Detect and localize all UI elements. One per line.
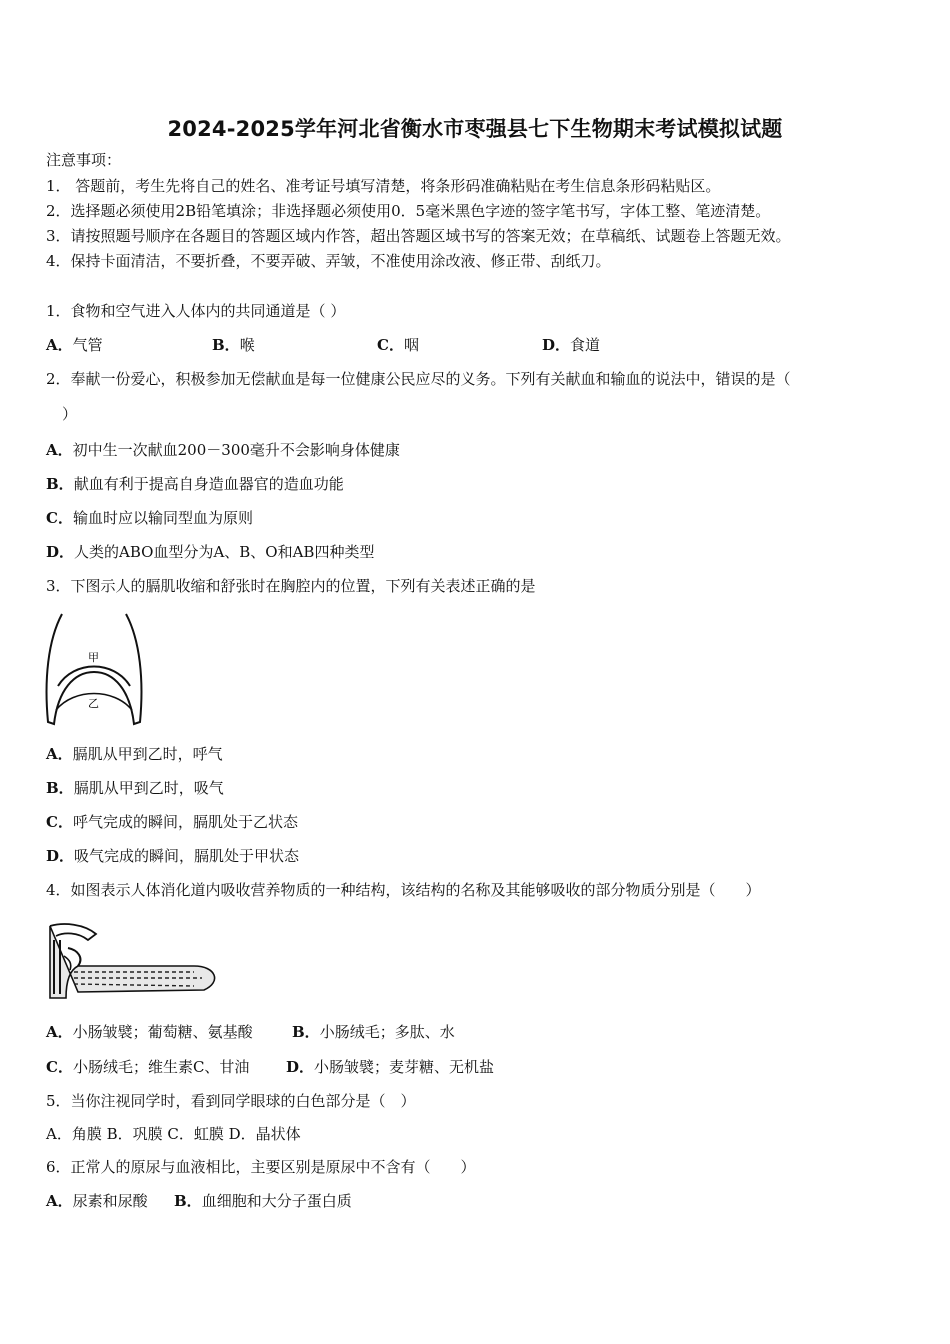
question-5-stem: 5．当你注视同学时，看到同学眼球的白色部分是（ ） xyxy=(46,1092,416,1110)
q2-option-c[interactable]: C．输血时应以输同型血为原则 xyxy=(46,509,253,527)
q3-option-b[interactable]: B．膈肌从甲到乙时，吸气 xyxy=(46,779,224,797)
villus-figure xyxy=(44,920,224,1002)
question-3-stem: 3．下图示人的膈肌收缩和舒张时在胸腔内的位置，下列有关表述正确的是 xyxy=(46,577,536,595)
q4-option-a[interactable]: A．小肠皱襞；葡萄糖、氨基酸 xyxy=(46,1023,253,1041)
diaphragm-figure xyxy=(44,610,144,728)
question-2-stem: 2．奉献一份爱心，积极参加无偿献血是每一位健康公民应尽的义务。下列有关献血和输血的说法中，错误的是（ xyxy=(46,370,791,388)
question-1-stem: 1．食物和空气进入人体内的共同通道是（ ） xyxy=(46,302,346,320)
q4-option-d[interactable]: D．小肠皱襞；麦芽糖、无机盐 xyxy=(286,1058,495,1076)
page-title: 2024-2025学年河北省衡水市枣强县七下生物期末考试模拟试题 xyxy=(167,117,783,141)
q2-option-d[interactable]: D．人类的ABO血型分为A、B、O和AB四种类型 xyxy=(46,543,375,561)
q4-option-b[interactable]: B．小肠绒毛；多肽、水 xyxy=(292,1023,455,1041)
question-2-stem-cont: ） xyxy=(62,405,78,423)
question-6-stem: 6．正常人的原尿与血液相比，主要区别是原尿中不含有（ ） xyxy=(46,1158,476,1176)
figure-label-yi: 乙 xyxy=(88,697,99,710)
q2-option-a[interactable]: A．初中生一次献血200－300毫升不会影响身体健康 xyxy=(46,441,400,459)
notice-item: 3．请按照题号顺序在各题目的答题区域内作答，超出答题区域书写的答案无效；在草稿纸、试题卷上答题无效。 xyxy=(46,227,791,245)
q1-option-a[interactable]: A．气管 xyxy=(46,336,103,354)
q3-option-a[interactable]: A．膈肌从甲到乙时，呼气 xyxy=(46,745,223,763)
q5-options[interactable]: A．角膜 B．巩膜 C．虹膜 D．晶状体 xyxy=(46,1125,301,1143)
notice-item: 2．选择题必须使用2B铅笔填涂；非选择题必须使用0．5毫米黑色字迹的签字笔书写，字体工整、笔迹清楚。 xyxy=(46,202,771,220)
q3-option-c[interactable]: C．呼气完成的瞬间，膈肌处于乙状态 xyxy=(46,813,298,831)
q2-option-b[interactable]: B．献血有利于提高自身造血器官的造血功能 xyxy=(46,475,344,493)
q1-option-d[interactable]: D．食道 xyxy=(542,336,601,354)
question-4-stem: 4．如图表示人体消化道内吸收营养物质的一种结构，该结构的名称及其能够吸收的部分物质分别是（ ） xyxy=(46,881,761,899)
q6-option-b[interactable]: B．血细胞和大分子蛋白质 xyxy=(174,1192,352,1210)
q3-option-d[interactable]: D．吸气完成的瞬间，膈肌处于甲状态 xyxy=(46,847,300,865)
notice-heading: 注意事项： xyxy=(46,151,122,169)
notice-item: 1． 答题前，考生先将自己的姓名、准考证号填写清楚，将条形码准确粘贴在考生信息条形码粘贴区。 xyxy=(46,177,721,195)
notice-item: 4．保持卡面清洁，不要折叠，不要弄破、弄皱，不准使用涂改液、修正带、刮纸刀。 xyxy=(46,252,611,270)
q1-option-b[interactable]: B．喉 xyxy=(212,336,255,354)
q6-option-a[interactable]: A．尿素和尿酸 xyxy=(46,1192,148,1210)
figure-label-jia: 甲 xyxy=(88,651,99,664)
q4-option-c[interactable]: C．小肠绒毛；维生素C、甘油 xyxy=(46,1058,250,1076)
q1-option-c[interactable]: C．咽 xyxy=(377,336,419,354)
